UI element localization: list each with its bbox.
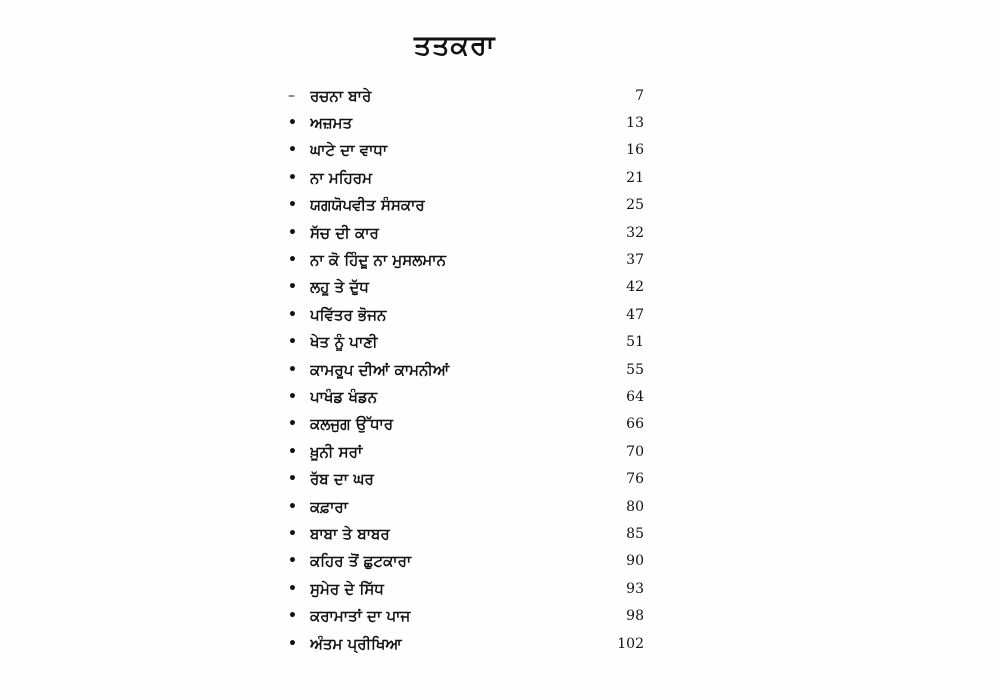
- toc-entry: [288, 274, 650, 301]
- toc-entry: [288, 383, 650, 410]
- toc-entry-title: ਲਹੂ ਤੇ ਦੁੱਧ: [310, 278, 369, 297]
- toc-entry: [288, 602, 650, 629]
- toc-entry-title: ਅੰਤਮ ਪ੍ਰੀਖਿਆ: [310, 634, 402, 653]
- bullet-marker: •: [288, 197, 297, 214]
- toc-entry-title: ਬਾਬਾ ਤੇ ਬਾਬਰ: [310, 524, 390, 543]
- toc-entry-title: ਰੱਬ ਦਾ ਘਰ: [310, 470, 374, 489]
- toc-entry: [288, 137, 650, 164]
- toc-page-number: 70: [626, 443, 644, 460]
- dash-marker: –: [288, 87, 295, 104]
- toc-page-number: 37: [626, 252, 644, 269]
- bullet-marker: •: [288, 416, 297, 433]
- toc-page-number: 90: [626, 553, 644, 570]
- toc-entry-title: ਕਰਾਮਾਤਾਂ ਦਾ ਪਾਜ: [310, 607, 411, 626]
- toc-page-number: 93: [626, 580, 644, 597]
- bullet-marker: •: [288, 388, 297, 405]
- toc-entry-title: ਨਾ ਮਹਿਰਮ: [310, 168, 372, 187]
- toc-page-number: 21: [626, 169, 644, 186]
- toc-entry: [288, 493, 650, 520]
- bullet-marker: •: [288, 553, 297, 570]
- page-title: ਤਤਕਰਾ: [414, 30, 496, 61]
- bullet-marker: •: [288, 306, 297, 323]
- bullet-marker: •: [288, 498, 297, 515]
- toc-entry: [288, 192, 650, 219]
- toc-entry: [288, 219, 650, 246]
- toc-page-number: 51: [626, 334, 644, 351]
- toc-entry-title: ਕਾਮਰੂਪ ਦੀਆਂ ਕਾਮਨੀਆਂ: [310, 360, 450, 379]
- toc-entry: [288, 356, 650, 383]
- toc-page-number: 85: [626, 525, 644, 542]
- toc-page-number: 7: [635, 87, 644, 104]
- toc-entry: [288, 411, 650, 438]
- toc-entry-title: ਖੇਤ ਨੂੰ ਪਾਣੀ: [310, 333, 378, 352]
- bullet-marker: •: [288, 608, 297, 625]
- toc-page-number: 47: [626, 306, 644, 323]
- toc-page-number: 66: [626, 416, 644, 433]
- toc-page-number: 80: [626, 498, 644, 515]
- toc-entry-title: ਨਾ ਕੋ ਹਿੰਦੂ ਨਾ ਮੁਸਲਮਾਨ: [310, 251, 446, 270]
- toc-entry-title: ਯਗਯੋਪਵੀਤ ਸੰਸਕਾਰ: [310, 196, 425, 215]
- toc-entry-title: ਪਵਿੱਤਰ ਭੋਜਨ: [310, 305, 387, 324]
- toc-entry: [288, 630, 650, 657]
- toc-page-number: 42: [626, 279, 644, 296]
- toc-entry: [288, 438, 650, 465]
- bullet-marker: •: [288, 169, 297, 186]
- toc-page-number: 98: [626, 608, 644, 625]
- toc-entry-title: ਸੁਮੇਰ ਦੇ ਸਿੱਧ: [310, 579, 384, 598]
- bullet-marker: •: [288, 443, 297, 460]
- toc-entry: [288, 109, 650, 136]
- toc-entry: [288, 164, 650, 191]
- toc-entry-title: ਰਚਨਾ ਬਾਰੇ: [310, 86, 372, 105]
- bullet-marker: •: [288, 361, 297, 378]
- toc-page-number: 64: [626, 388, 644, 405]
- toc-page-number: 25: [626, 197, 644, 214]
- toc-entry-title: ਸੱਚ ਦੀ ਕਾਰ: [310, 223, 379, 242]
- toc-page-number: 32: [626, 224, 644, 241]
- toc-page-number: 55: [626, 361, 644, 378]
- bullet-marker: •: [288, 279, 297, 296]
- bullet-marker: •: [288, 142, 297, 159]
- bullet-marker: •: [288, 525, 297, 542]
- bullet-marker: •: [288, 224, 297, 241]
- toc-page-number: 102: [617, 635, 644, 652]
- bullet-marker: •: [288, 635, 297, 652]
- bullet-marker: •: [288, 471, 297, 488]
- bullet-marker: •: [288, 580, 297, 597]
- bullet-marker: •: [288, 334, 297, 351]
- toc-entry-title: ਘਾਟੇ ਦਾ ਵਾਧਾ: [310, 141, 388, 160]
- toc-entry: [288, 520, 650, 547]
- toc-entry: [288, 575, 650, 602]
- toc-page-number: 16: [626, 142, 644, 159]
- toc-entry: [288, 465, 650, 492]
- toc-entry: [288, 246, 650, 273]
- toc-entry-title: ਖ਼ੂਨੀ ਸਰਾਂ: [310, 442, 363, 461]
- toc-page-number: 13: [626, 115, 644, 132]
- toc-entry-title: ਪਾਖੰਡ ਖੰਡਨ: [310, 387, 378, 406]
- toc-entry-title: ਕਹਿਰ ਤੋਂ ਛੁਟਕਾਰਾ: [310, 552, 412, 571]
- bullet-marker: •: [288, 252, 297, 269]
- toc-entry: [288, 82, 650, 109]
- toc-entry-title: ਕਫ਼ਾਰਾ: [310, 497, 348, 516]
- bullet-marker: •: [288, 115, 297, 132]
- toc-page-number: 76: [626, 471, 644, 488]
- toc-entry: [288, 301, 650, 328]
- table-of-contents: [288, 82, 650, 657]
- toc-entry-title: ਕਲਜੁਗ ਉੱਧਾਰ: [310, 415, 394, 434]
- toc-entry: [288, 548, 650, 575]
- toc-entry-title: ਅਜ਼ਮਤ: [310, 114, 353, 133]
- toc-entry: [288, 329, 650, 356]
